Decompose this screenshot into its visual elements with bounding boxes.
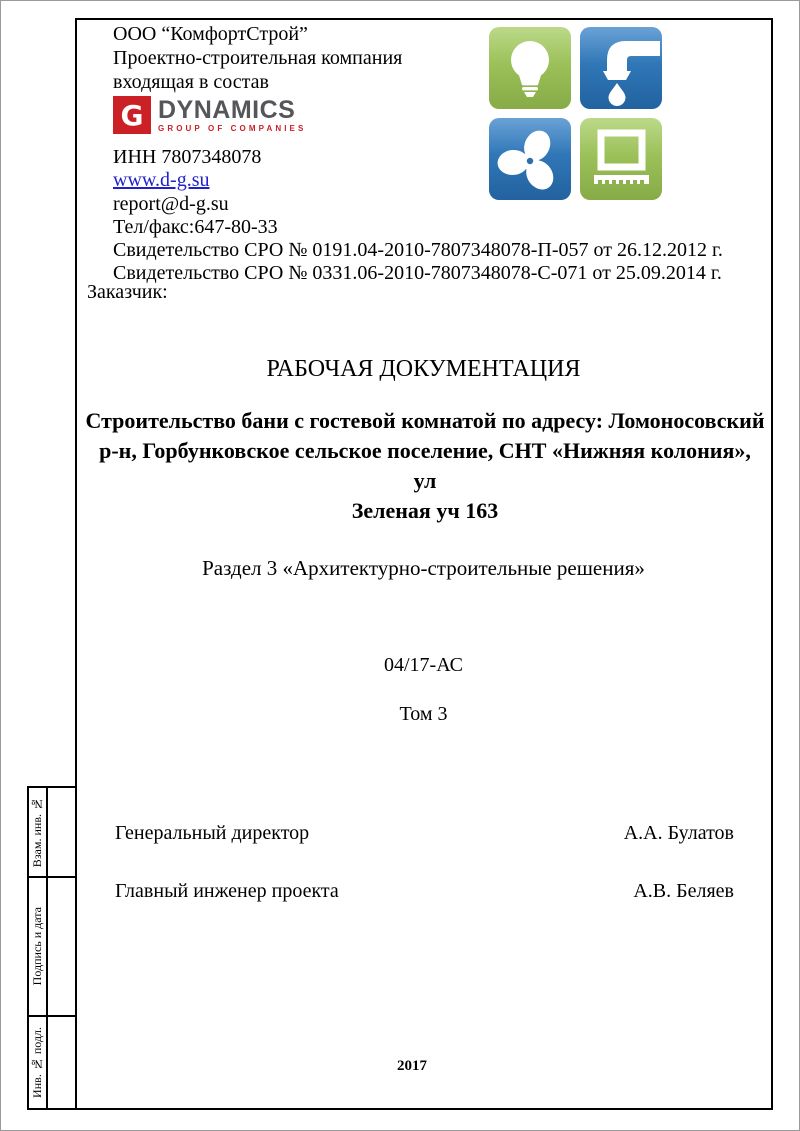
sro-certificate-1: Свидетельство СРО № 0191.04-2010-7807348078-П-057 от 26.12.2012 г.: [113, 239, 723, 262]
stamp-label: [29, 878, 48, 1015]
signatory-name: А.В. Беляев: [633, 880, 734, 902]
logo-subtitle: GROUP OF COMPANIES: [158, 124, 307, 133]
volume-label: Том 3: [399, 703, 448, 725]
stamp-label: [29, 788, 48, 876]
inn: ИНН 7807348078: [113, 146, 262, 168]
year-label: 2017: [397, 1058, 427, 1074]
stamp-label-text: Инв. № подл.: [30, 1027, 44, 1098]
stamp-cell-inv-podl: [27, 1015, 77, 1110]
doc-type-title: РАБОЧАЯ ДОКУМЕНТАЦИЯ: [266, 356, 581, 382]
website-link[interactable]: www.d-g.su: [113, 169, 210, 192]
company-header: [113, 22, 402, 94]
section-title: Раздел 3 «Архитектурно-строительные решения»: [202, 556, 645, 580]
signatory-name: А.А. Булатов: [623, 822, 734, 844]
stamp-empty-cell: [48, 788, 75, 876]
company-name: ООО “КомфортСтрой”: [113, 23, 308, 45]
company-descriptor: Проектно-строительная компания: [113, 47, 403, 69]
project-title-line: р-н, Горбунковское сельское поселение, СНТ «Нижняя колония», ул: [99, 438, 751, 493]
customer-label: Заказчик:: [87, 281, 168, 303]
stamp-cell-vzam-inv: [27, 786, 77, 878]
signatory-role: Главный инженер проекта: [115, 880, 339, 902]
logo-name: DYNAMICS: [158, 96, 296, 124]
logo-g-icon: G: [113, 96, 151, 134]
dynamics-logo: [113, 96, 306, 134]
lightbulb-icon: [489, 27, 571, 109]
utility-icon-grid: [489, 27, 662, 200]
sro-certificate-2: Свидетельство СРО № 0331.06-2010-7807348078-С-071 от 25.09.2014 г.: [113, 262, 722, 285]
stamp-empty-cell: [48, 878, 75, 1015]
faucet-icon: [580, 27, 662, 109]
email: report@d-g.su: [113, 192, 229, 215]
stamp-empty-cell: [48, 1017, 75, 1108]
signatory-role: Генеральный директор: [115, 822, 310, 844]
stamp-label-text: Взам. инв. №: [30, 796, 44, 868]
stamp-cell-podpis-data: [27, 876, 77, 1017]
signature-row: [115, 822, 734, 845]
phone: Тел/факс:647-80-33: [113, 215, 278, 238]
project-title: [85, 406, 765, 526]
project-title-line: Зеленая уч 163: [351, 498, 499, 523]
fan-icon: [489, 118, 571, 200]
signature-row: [115, 880, 734, 903]
document-code: 04/17-АС: [383, 654, 463, 676]
stamp-label-text: Подпись и дата: [30, 907, 44, 986]
company-membership: входящая в состав: [113, 71, 269, 93]
project-title-line: Строительство бани с гостевой комнатой по адресу: Ломоносовский: [85, 408, 765, 433]
computer-icon: [580, 118, 662, 200]
stamp-label: [29, 1017, 48, 1108]
logo-text: [158, 96, 306, 133]
